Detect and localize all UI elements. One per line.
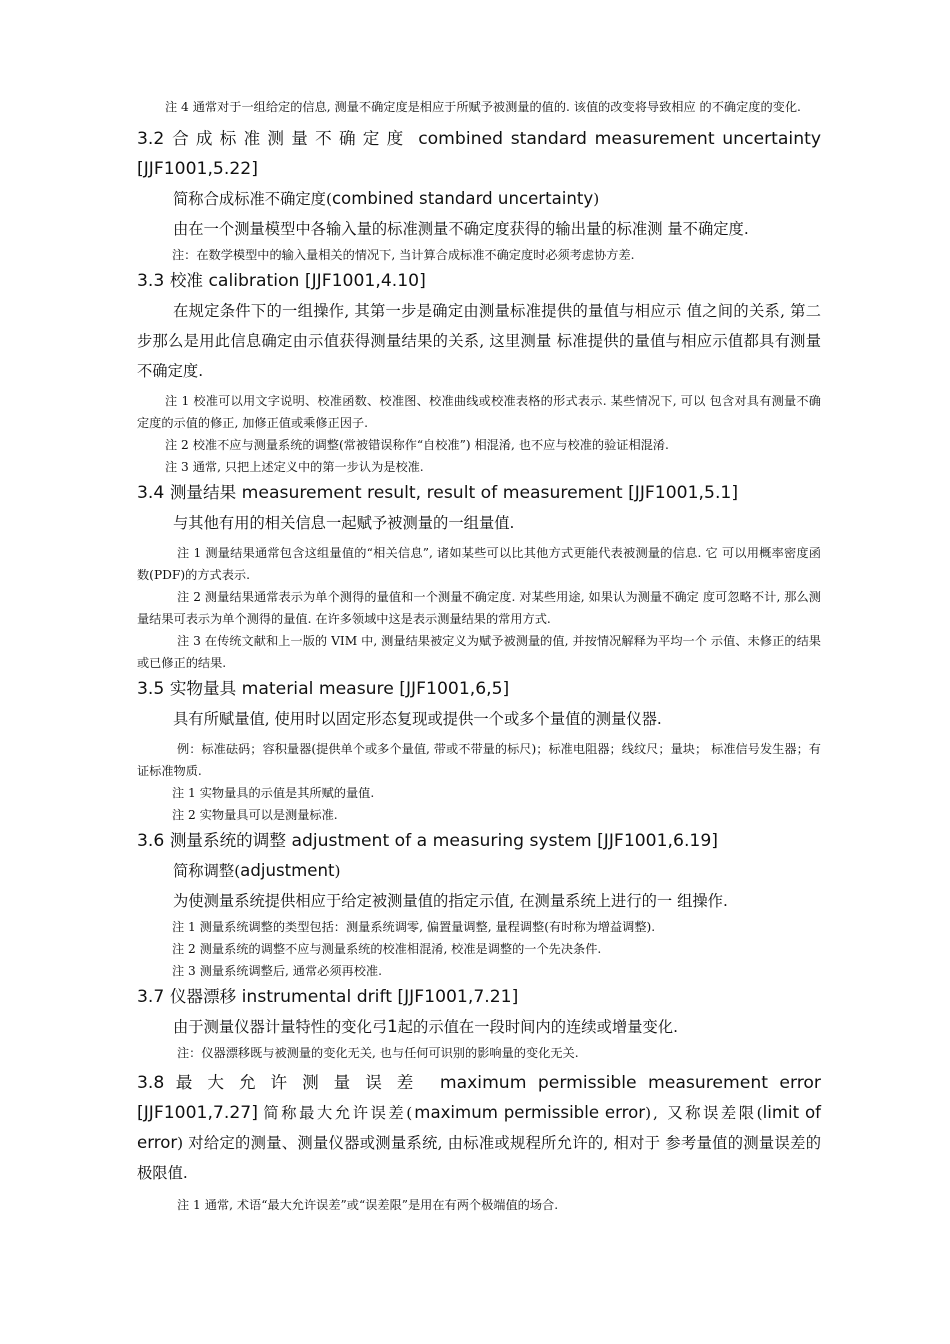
note-3-4-2: 注 2 测量结果通常表示为单个测得的量值和一个测量不确定度. 对某些用途, 如果认为测量不确定 度可忽略不计, 那么测量结果可表示为单个测得的量值. 在许多领域中这是表示测量结果的常用方式. (137, 590, 821, 626)
term-english: instrumental drift [JJF1001,7.21] (241, 987, 519, 1007)
note-3-4-3: 注 3 在传统文献和上一版的 VIM 中, 测量结果被定义为赋予被测量的值, 并按情况解释为平均一个 示值、未修正的结果或已修正的结果. (137, 634, 821, 670)
definition-part: 由于测量仪器计量特性的变化弓 (173, 1018, 388, 1036)
abbr-close: ) (593, 190, 600, 208)
abbr-english: adjustment (240, 861, 335, 880)
definition-3-7 (137, 1012, 821, 1042)
abbreviation-line (137, 184, 821, 214)
paren: ( (756, 1104, 763, 1122)
definition-3-4: 与其他有用的相关信息一起赋予被测量的一组量值. (173, 514, 515, 532)
section-number: 3.2 (137, 129, 165, 149)
section-number: 3.3 (137, 271, 165, 291)
term-english: adjustment of a measuring system [JJF1001,6.19] (291, 831, 718, 851)
term-chinese: 测量结果 (169, 483, 237, 502)
section-number: 3.8 (137, 1073, 165, 1093)
note-3-5-2: 注 2 实物量具可以是测量标准. (172, 808, 338, 822)
term-english: calibration [JJF1001,4.10] (208, 271, 426, 291)
abbr-english: maximum permissible error (414, 1103, 646, 1122)
abbreviation-line (137, 856, 821, 886)
definition-part: 起的示值在一段时间内的连续或增量变化. (397, 1018, 678, 1036)
term-english: measurement result, result of measurement [JJF1001,5.1] (241, 483, 739, 503)
reference: [JJF1001,5.22] (137, 159, 258, 179)
note-3-7: 注：仪器漂移既与被测量的变化无关, 也与任何可识别的影响量的变化无关. (177, 1046, 579, 1060)
note-3-6-1: 注 1 测量系统调整的类型包括：测量系统调零, 偏置量调整, 量程调整(有时称为增益调整). (172, 920, 656, 934)
section-3-3-heading (137, 266, 821, 296)
definition-3-5: 具有所赋量值, 使用时以固定形态复现或提供一个或多个量值的测量仪器. (173, 710, 662, 728)
term-chinese: 测量系统的调整 (169, 831, 286, 850)
term-english: maximum permissible measurement error (439, 1073, 822, 1093)
term-english: material measure [JJF1001,6,5] (241, 679, 510, 699)
term-chinese: 合成标准测量不确定度 (172, 129, 411, 148)
definition-part: ) 对给定的测量、测量仪器或测量系统, 由标准或规程所允许的, 相对于 参考量值的测量误差的极限值. (137, 1134, 821, 1182)
abbr-chinese: 简称调整( (173, 862, 241, 880)
note-3-4-1: 注 1 测量结果通常包含这组量值的“相关信息”, 诸如某些可以比其他方式更能代表被测量的信息. 它 可以用概率密度函数(PDF)的方式表示. (137, 546, 821, 582)
abbr-chinese: ), 又称误差限 (645, 1104, 757, 1122)
term-english: combined standard measurement uncertainty (418, 129, 821, 149)
definition-3-8 (137, 1098, 821, 1188)
term-chinese: 校准 (169, 271, 203, 290)
note-3-8-1: 注 1 通常, 术语“最大允许误差”或“误差限”是用在有两个极端值的场合. (177, 1198, 559, 1212)
abbr-english: combined standard uncertainty (331, 189, 594, 208)
example-3-5: 例：标准砝码；容积量器(提供单个或多个量值, 带或不带量的标尺)；标准电阻器；线纹尺；量块； 标准信号发生器；有证标准物质. (137, 742, 821, 778)
section-3-8-heading (137, 1068, 821, 1098)
note-3-3-1: 注 1 校准可以用文字说明、校准函数、校准图、校准曲线或校准表格的形式表示. 某些情况下, 可以 包含对具有测量不确定度的示值的修正, 加修正值或乘修正因子. (137, 394, 821, 430)
abbr-close: ) (334, 862, 341, 880)
definition-part: 1 (387, 1017, 398, 1036)
note-3-6-3: 注 3 测量系统调整后, 通常必须再校准. (172, 964, 382, 978)
document-page (137, 96, 821, 1216)
note-3-6-2: 注 2 测量系统的调整不应与测量系统的校准相混淆, 校准是调整的一个先决条件. (172, 942, 602, 956)
note-3-3-2: 注 2 校准不应与测量系统的调整(常被错误称作“自校准”) 相混淆, 也不应与校准的验证相混淆. (165, 438, 669, 452)
definition-3-2: 由在一个测量模型中各输入量的标准测量不确定度获得的输出量的标准测 量不确定度. (173, 220, 749, 238)
note-3-3-3: 注 3 通常, 只把上述定义中的第一步认为是校准. (165, 460, 424, 474)
section-3-5-heading (137, 674, 821, 704)
term-chinese: 最大允许测量误差 (175, 1073, 429, 1092)
section-3-7-heading (137, 982, 821, 1012)
section-3-6-heading (137, 826, 821, 856)
section-3-4-heading (137, 478, 821, 508)
term-chinese: 实物量具 (169, 679, 237, 698)
abbr-chinese: 简称最大允许误差( (263, 1104, 415, 1122)
abbr-chinese: 简称合成标准不确定度( (173, 190, 332, 208)
section-number: 3.5 (137, 679, 165, 699)
term-chinese: 仪器漂移 (169, 987, 237, 1006)
section-number: 3.4 (137, 483, 165, 503)
limit-english: limit of error (137, 1103, 821, 1152)
definition-3-6: 为使测量系统提供相应于给定被测量值的指定示值, 在测量系统上进行的一 组操作. (173, 892, 728, 910)
note-4: 注 4 通常对于一组给定的信息, 测量不确定度是相应于所赋予被测量的值的. 该值的改变将导致相应 的不确定度的变化. (165, 100, 801, 114)
section-3-2-heading (137, 124, 821, 184)
section-number: 3.6 (137, 831, 165, 851)
definition-3-3: 在规定条件下的一组操作, 其第一步是确定由测量标准提供的量值与相应示 值之间的关系, 第二步那么是用此信息确定由示值获得测量结果的关系, 这里测量 标准提供的量值与相应示值都具有测量不确定度. (137, 302, 821, 380)
note-3-5-1: 注 1 实物量具的示值是其所赋的量值. (172, 786, 375, 800)
reference: [JJF1001,7.27] (137, 1103, 258, 1123)
section-number: 3.7 (137, 987, 165, 1007)
note-3-2: 注：在数学模型中的输入量相关的情况下, 当计算合成标准不确定度时必须考虑协方差. (172, 248, 635, 262)
